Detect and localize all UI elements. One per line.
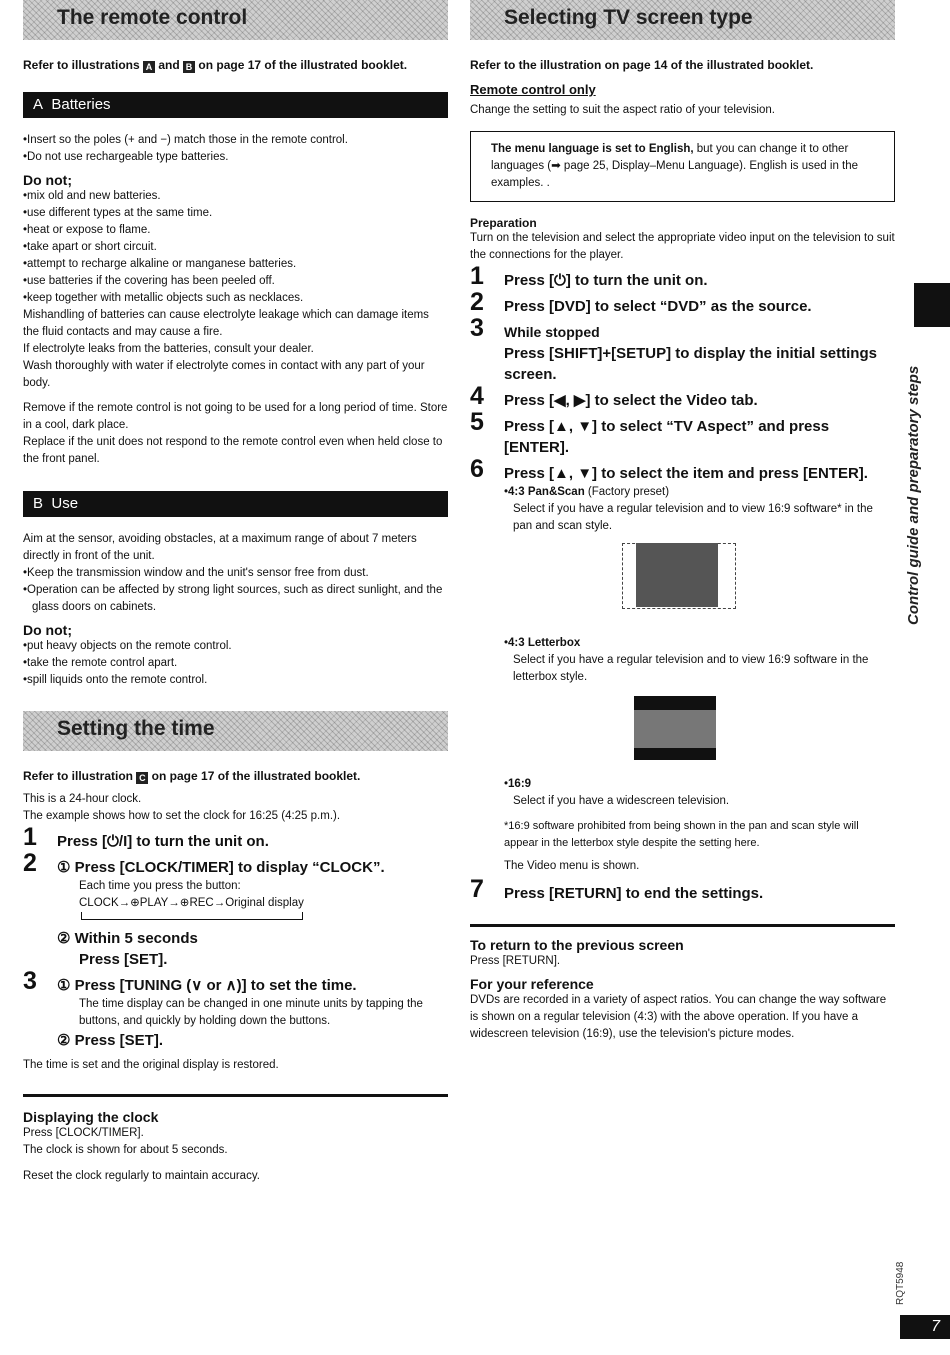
list-item: • spill liquids onto the remote control.: [23, 672, 448, 689]
tv-title-banner: [470, 0, 895, 40]
display-clock-reset: Reset the clock regularly to maintain accuracy.: [23, 1170, 260, 1182]
language-note-box: The menu language is set to English, but you can change it to other languages (➡ page 25, Display–Menu Language). English is used in the examples. .: [470, 131, 895, 202]
battery-leak-note: If electrolyte leaks from the batteries, consult your dealer.: [23, 343, 314, 355]
list-item: • use different types at the same time.: [23, 205, 448, 222]
tv-step-3: 3 While stopped Press [SHIFT]+[SETUP] to display the initial settings screen.: [470, 314, 877, 383]
side-label: Control guide and preparatory steps: [905, 365, 922, 625]
remote-ref: Refer to illustrations A and B on page 17 of the illustrated booklet.: [23, 58, 408, 72]
tv-step-6: 6 Press [▲, ▼] to select the item and press [ENTER]. •4:3 Pan&Scan (Factory preset) Select if you have a regular television and to view 16:9 software* in the pan and scan style. •4:3 Letterbox Select if you have a regular television and to view 16:9 software in the letterbox style. •16:9 Select if you have a widescreen television. *16:9 software prohibited from being shown in the pan and scan style will appear in the letterbox style despite the setting here. The Video menu is shown.: [470, 463, 895, 875]
battery-wash-note: Wash thoroughly with water if electrolyte comes in contact with any part of your body.: [23, 360, 425, 389]
doc-code: RQT5948: [895, 1261, 906, 1305]
battery-remove-note: Remove if the remote control is not going to be used for a long period of time. Store in a cool, dark place.: [23, 402, 448, 431]
left-column: [23, 0, 448, 1185]
list-item: • Operation can be affected by strong light sources, such as direct sunlight, and the glass doors on cabinets.: [23, 582, 448, 616]
use-heading: B Use: [23, 491, 448, 517]
list-item: • put heavy objects on the remote control.: [23, 638, 448, 655]
return-heading: To return to the previous screen: [470, 937, 684, 953]
remote-title-banner: [23, 0, 448, 40]
list-item: • keep together with metallic objects such as necklaces.: [23, 290, 448, 307]
letterbox-illustration: [504, 686, 895, 776]
clock-type: This is a 24-hour clock.: [23, 793, 142, 805]
list-item: • mix old and new batteries.: [23, 188, 448, 205]
time-title-banner: [23, 711, 448, 751]
clock-example: The example shows how to set the clock for 16:25 (4:25 p.m.).: [23, 810, 341, 822]
list-item: • Keep the transmission window and the unit's sensor free from dust.: [23, 565, 448, 582]
page-number: 7: [900, 1315, 950, 1339]
time-title: Setting the time: [57, 717, 215, 740]
tv-intro: Change the setting to suit the aspect ratio of your television.: [470, 104, 775, 116]
display-clock-duration: The clock is shown for about 5 seconds.: [23, 1144, 228, 1156]
time-step-1: 1 Press [⏻/I] to turn the unit on.: [23, 823, 269, 851]
tv-step-2: 2 Press [DVD] to select “DVD” as the source.: [470, 288, 812, 316]
time-end-note: The time is set and the original display is restored.: [23, 1059, 279, 1071]
return-text: Press [RETURN].: [470, 955, 561, 967]
remote-only-label: Remote control only: [470, 82, 596, 97]
list-item: • Insert so the poles (+ and −) match those in the remote control.: [23, 132, 448, 149]
list-item: • take the remote control apart.: [23, 655, 448, 672]
preparation-heading: Preparation: [470, 216, 537, 230]
display-clock-press: Press [CLOCK/TIMER].: [23, 1127, 144, 1139]
tv-step-5: 5 Press [▲, ▼] to select “TV Aspect” and press [ENTER].: [470, 408, 830, 456]
donot-heading: Do not;: [23, 172, 72, 188]
tv-ref: Refer to the illustration on page 14 of the illustrated booklet.: [470, 58, 814, 72]
time-step-3: 3 ① Press [TUNING (∨ or ∧)] to set the time. The time display can be changed in one minute units by tapping the buttons, and quickly by holding down the buttons. ② Press [SET].: [23, 967, 423, 1049]
donot-heading: Do not;: [23, 622, 72, 638]
tv-step-7: 7 Press [RETURN] to end the settings.: [470, 875, 764, 903]
tv-step-4: 4 Press [◀, ▶] to select the Video tab.: [470, 382, 758, 410]
battery-replace-note: Replace if the unit does not respond to the remote control even when held close to the front panel.: [23, 436, 443, 465]
tv-title: Selecting TV screen type: [504, 6, 753, 29]
use-aim-note: Aim at the sensor, avoiding obstacles, at a maximum range of about 7 meters directly in front of the unit.: [23, 533, 417, 562]
pan-scan-illustration: [504, 535, 895, 635]
batteries-heading: A Batteries: [23, 92, 448, 118]
preparation-text: Turn on the television and select the appropriate video input on the television to suit the connections for the player.: [470, 232, 895, 261]
display-clock-heading: Displaying the clock: [23, 1109, 159, 1125]
tv-step-1: 1 Press [⏻] to turn the unit on.: [470, 262, 708, 290]
remote-title: The remote control: [57, 6, 248, 29]
time-ref: Refer to illustration C on page 17 of the illustrated booklet.: [23, 769, 361, 783]
reference-heading: For your reference: [470, 976, 594, 992]
list-item: • heat or expose to flame.: [23, 222, 448, 239]
right-column: [470, 0, 895, 1043]
list-item: • take apart or short circuit.: [23, 239, 448, 256]
time-step-2: 2 ① Press [CLOCK/TIMER] to display “CLOCK”. Each time you press the button: CLOCK→⊕PLAY→⊕REC→Original display ② Within 5 seconds Press [SET].: [23, 849, 385, 968]
reference-text: DVDs are recorded in a variety of aspect ratios. You can change the way software is shown on a regular television (4:3) with the above operation. If you have a widescreen television (16:9), use the television's picture modes.: [470, 994, 887, 1040]
list-item: • attempt to recharge alkaline or manganese batteries.: [23, 256, 448, 273]
section-tab: [914, 283, 950, 327]
battery-warning: Mishandling of batteries can cause electrolyte leakage which can damage items the fluid contacts and may cause a fire.: [23, 309, 429, 338]
list-item: • use batteries if the covering has been peeled off.: [23, 273, 448, 290]
list-item: • Do not use rechargeable type batteries.: [23, 149, 448, 166]
